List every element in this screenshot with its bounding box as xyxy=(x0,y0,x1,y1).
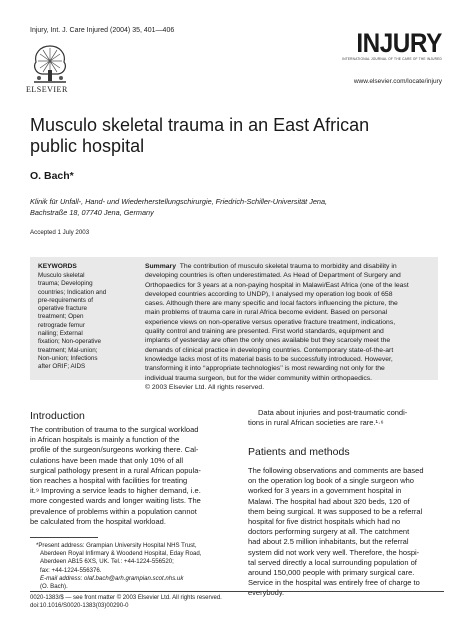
text-line: worked for 3 years in a government hospital in xyxy=(248,486,402,496)
accepted-date: Accepted 1 July 2003 xyxy=(30,229,90,236)
summary-line: individual trauma surgeon, but for the wider community within orthopaedics. xyxy=(145,374,373,382)
text-line: more congested wards and longer waiting lists. The xyxy=(30,496,201,506)
title-line: Musculo skeletal trauma in an East African xyxy=(30,115,370,135)
publisher-name: ELSEVIER xyxy=(26,85,68,94)
affiliation-line: Bachstraße 18, 07740 Jena, Germany xyxy=(30,207,154,217)
journal-citation: Injury, Int. J. Care Injured (2004) 35, 401—406 xyxy=(30,27,175,34)
keyword-line: countries; Indication and xyxy=(38,288,107,296)
text-line: tal served directly a local surrounding population of xyxy=(248,557,417,567)
keyword-line: Musculo skeletal xyxy=(38,272,85,279)
text-line: them being surgical. It was supposed to be a referral xyxy=(248,506,423,516)
author-name: O. Bach* xyxy=(30,170,74,182)
text-line: The following observations and comments are based xyxy=(248,466,424,475)
text-line: profile of the surgeon/surgeons working there. Cal- xyxy=(30,445,199,455)
introduction-text xyxy=(30,425,225,527)
text-line: had about 2.5 million inhabitants, but the referral xyxy=(248,537,409,547)
footnote-divider xyxy=(30,537,98,538)
abstract-box xyxy=(30,257,438,391)
journal-tagline: INTERNATIONAL JOURNAL OF THE CARE OF THE INJURED xyxy=(342,57,442,61)
elsevier-tree-logo xyxy=(30,40,70,84)
journal-url[interactable]: www.elsevier.com/locate/injury xyxy=(353,78,442,85)
keyword-line: fixation; Non-operative xyxy=(38,338,102,346)
email-line[interactable]: E-mail address: olaf.bach@arh.grampian.scot.nhs.uk xyxy=(40,574,184,582)
author-footnote xyxy=(36,542,225,591)
front-matter-line: 0020-1383/$ — see front matter © 2003 Elsevier Ltd. All rights reserved. xyxy=(30,595,222,601)
summary-line: cases. Although there are many specific and local factors influencing the picture, the xyxy=(145,300,398,308)
patients-methods-text xyxy=(248,466,444,599)
publication-info xyxy=(30,594,222,610)
text-line: be calculated from the hospital workload. xyxy=(30,516,166,526)
summary-line: quality control and training are presented. First world standards, equipment and xyxy=(145,328,384,336)
text-line: Malawi. The hospital had about 320 beds, 120 of xyxy=(248,496,410,506)
text-line: doctors performing surgery at all. The catchment xyxy=(248,527,410,537)
text-line: around 150,000 people with primary surgical care. xyxy=(248,568,415,578)
summary-line: transforming it into ‘‘appropriate technologies’’ is most rewarding not only for the xyxy=(145,365,385,373)
keyword-line: pre-requirements of xyxy=(38,296,93,304)
summary-line: main problems of trauma care in rural Africa become evident. Based on personal xyxy=(145,309,388,317)
introduction-heading: Introduction xyxy=(30,410,85,422)
keywords-title: KEYWORDS xyxy=(38,263,77,270)
text-line: prevalence of problems within a population cannot xyxy=(30,506,197,516)
summary-line: knowledge lacks most of its material basis to be successfully introduced. However, xyxy=(145,355,393,363)
patients-methods-heading: Patients and methods xyxy=(248,446,350,458)
keyword-line: nailing; External xyxy=(38,330,83,338)
text-line: hospital for five district hospitals which had no xyxy=(248,517,401,527)
bottom-divider xyxy=(30,591,444,592)
doi-line: doi:10.1016/S0020-1383(03)00290-0 xyxy=(30,603,129,609)
text-line: tions in rural African societies are rare.¹·⁶ xyxy=(248,418,384,428)
journal-logo xyxy=(342,30,442,61)
summary-label: Summary xyxy=(145,263,176,270)
text-line: everybody. xyxy=(248,588,285,598)
keyword-line: treatment; Open xyxy=(38,313,84,321)
text-line: it.⁹ Improving a service leads to higher demand, i.e. xyxy=(30,486,201,496)
text-line: system did not work very well. Therefore, the hospi- xyxy=(248,547,420,557)
footnote-line: fax: +44-1224-556376. xyxy=(40,566,102,574)
keyword-line: operative fracture xyxy=(38,305,88,313)
keyword-line: after ORIF; AIDS xyxy=(38,363,86,371)
affiliation-line: Klinik für Unfall-, Hand- und Wiederherstellungschirurgie, Friedrich-Schiller-Universität Jena, xyxy=(30,197,328,206)
footnote-line: *Present address: Grampian University Hospital NHS Trust, xyxy=(36,542,197,549)
keyword-line: treatment; Mal-union; xyxy=(38,346,98,354)
summary-text xyxy=(145,262,433,392)
keyword-line: trauma; Developing xyxy=(38,280,93,288)
keyword-line: retrograde femur xyxy=(38,321,85,329)
journal-name: INJURY xyxy=(356,28,442,58)
right-column-intro-text xyxy=(248,408,444,428)
text-line: Service in the hospital was entirely free of charge to xyxy=(248,578,420,588)
keywords-list xyxy=(38,263,126,372)
summary-line: experience views on non-operative versus operative fracture treatment, indications, xyxy=(145,318,396,326)
summary-line: Orthopaedics for 3 years at a non-paying hospital in Malawi/East Africa (one of the least xyxy=(145,281,409,289)
footnote-line: (O. Bach). xyxy=(40,583,68,591)
summary-line-text: The contribution of musculo skeletal trauma to morbidity and disability in xyxy=(179,263,397,270)
copyright-line: © 2003 Elsevier Ltd. All rights reserved. xyxy=(145,383,265,391)
text-line: surgical pathology present in a rural African popula- xyxy=(30,465,201,475)
summary-line: developing countries is often underestimated. As Head of Department of Surgery and xyxy=(145,272,401,280)
footnote-line: Aberdeen AB15 6XS, UK. Tel.: +44-1224-556520; xyxy=(40,558,174,566)
summary-line: developed countries according to UNDP), I analysed my operation log book of 658 xyxy=(145,290,393,298)
summary-line: implants of yesterday are often the only ones available but they scarcely meet the xyxy=(145,337,391,345)
text-line: in African hospitals is mainly a function of the xyxy=(30,435,180,445)
text-line: Data about injuries and post-traumatic condi- xyxy=(258,408,408,417)
text-line: tion reaches a hospital with facilities for treating xyxy=(30,476,188,486)
summary-line xyxy=(145,262,433,271)
author-affiliation xyxy=(30,197,450,218)
article-title xyxy=(30,115,440,157)
keyword-line: Non-union; Infections xyxy=(38,354,98,362)
footnote-line: Aberdeen Royal Infirmary & Woodend Hospital, Eday Road, xyxy=(40,550,202,558)
text-line: The contribution of trauma to the surgical workload xyxy=(30,425,199,434)
summary-line: demands of clinical practice in developing countries. Contemporary state-of-the-art xyxy=(145,346,394,354)
title-line: public hospital xyxy=(30,136,145,156)
text-line: on the operation log book of a single surgeon who xyxy=(248,476,414,486)
text-line: culations have been made that only 10% of all xyxy=(30,455,184,465)
